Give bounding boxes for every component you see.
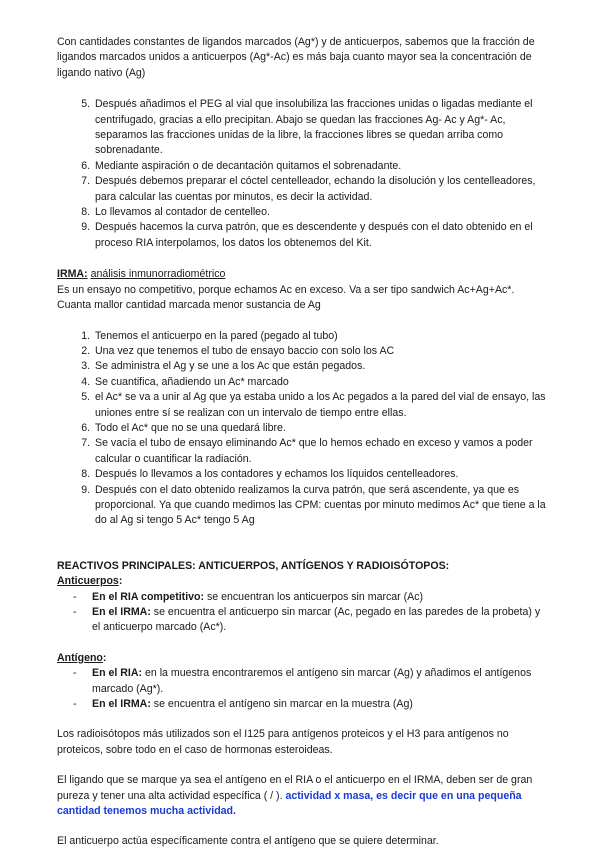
ligando-highlight: actividad x masa, es decir que en una pequeña cantidad tenemos mucha actividad.	[57, 789, 522, 818]
item-text: en la muestra encontraremos el antígeno sin marcar (Ag) y añadimos el antígenos marcado (Ag*).	[92, 667, 532, 695]
ligando-text: El ligando que se marque ya sea el antígeno en el RIA o el anticuerpo en el IRMA, deben ser de gran pureza y tener una alta actividad específica ( / ).	[57, 774, 533, 802]
anticuerpo-final-paragraph: El anticuerpo actúa específicamente contra el antígeno que se quiere determinar.	[57, 835, 439, 848]
anticuerpos-list	[57, 590, 547, 636]
intro-paragraph: Con cantidades constantes de ligandos marcados (Ag*) y de anticuerpos, sabemos que la fracción de ligandos marcados unidos a anticuerpos (Ag*-Ac) es más baja cuanto mayor sea la concentración de ligando nativo (Ag)	[57, 36, 535, 79]
ria-step: 5. Después añadimos el PEG al vial que insolubiliza las fracciones unidas o ligadas mediante el centrifugado, gracias a ello precipitan. Abajo se quedan las fracciones Ag- Ac y Ag*- Ac, separamos las fracciones unidas de la libre, la fracciones libres se quedan arriba como sobrenadante.	[93, 97, 547, 159]
anticuerpos-colon: :	[118, 575, 123, 588]
irma-step: 1. Tenemos el anticuerpo en la pared (pegado al tubo)	[93, 329, 547, 344]
anticuerpos-item	[73, 590, 547, 605]
irma-step: 2. Una vez que tenemos el tubo de ensayo baccio con solo los AC	[93, 344, 547, 359]
item-label: En el IRMA:	[92, 698, 151, 711]
item-label: En el RIA:	[92, 667, 143, 680]
anticuerpos-item	[73, 605, 547, 636]
ligando-paragraph	[57, 773, 547, 819]
ria-step: 9. Después hacemos la curva patrón, que es descendente y después con el dato obtenido en el proceso RIA interpolamos, los datos los obtenemos del Kit.	[93, 220, 547, 251]
irma-step: 9. Después con el dato obtenido realizamos la curva patrón, que será ascendente, ya que es proporcional. Ya que cuando medimos las CPM: cuentas por minuto medimos Ac* que tiene a la do al Ag si tengo 5 Ac* tengo 5 Ag	[93, 483, 547, 529]
irma-step: 8. Después lo llevamos a los contadores y echamos los líquidos centelleadores.	[93, 467, 547, 482]
antigeno-item	[73, 697, 547, 712]
ria-step: 6. Mediante aspiración o de decantación quitamos el sobrenadante.	[93, 159, 547, 174]
irma-step: 4. Se cuantifica, añadiendo un Ac* marcado	[93, 375, 547, 390]
anticuerpos-label: Anticuerpos	[57, 575, 119, 588]
antigeno-list	[57, 666, 547, 712]
ria-step: 7. Después debemos preparar el cóctel centelleador, echando la disolución y los centelleadores, para calcular las cuentas por minutos, es decir la actividad.	[93, 174, 547, 205]
item-text: se encuentra el antígeno sin marcar en la muestra (Ag)	[150, 698, 413, 711]
irma-step: 6. Todo el Ac* que no se una quedará libre.	[93, 421, 547, 436]
document-page	[57, 35, 547, 850]
item-text: se encuentra el anticuerpo sin marcar (Ac, pegado en las paredes de la probeta) y el anticuerpo marcado (Ac*).	[92, 606, 541, 634]
irma-description: Es un ensayo no competitivo, porque echamos Ac en exceso. Va a ser tipo sandwich Ac+Ag+Ac*.	[57, 283, 515, 296]
item-text: se encuentran los anticuerpos sin marcar (Ac)	[204, 590, 424, 603]
antigeno-label: Antígeno	[57, 651, 103, 664]
irma-heading	[57, 267, 547, 282]
irma-step: 3. Se administra el Ag y se une a los Ac que están pegados.	[93, 359, 547, 374]
irma-steps-list	[57, 329, 547, 529]
ria-step: 8. Lo llevamos al contador de centelleo.	[93, 205, 547, 220]
irma-label: IRMA:	[57, 268, 88, 281]
irma-step: 7. Se vacía el tubo de ensayo eliminando Ac* que lo hemos echado en exceso y vamos a poder calcular o cuantificar la radiación.	[93, 436, 547, 467]
irma-description-2: Cuanta mallor cantidad marcada menor sustancia de Ag	[57, 299, 321, 312]
item-label: En el IRMA:	[92, 606, 151, 618]
item-label: En el RIA competitivo:	[92, 590, 205, 603]
radioisotopos-paragraph: Los radioisótopos más utilizados son el I125 para antígenos proteicos y el H3 para antígenos no proteicos, sobre todo en el caso de hormonas esteroideas.	[57, 728, 509, 756]
antigeno-heading	[57, 651, 547, 666]
antigeno-colon: :	[102, 651, 107, 664]
anticuerpos-heading	[57, 574, 547, 589]
ria-steps-list	[57, 97, 547, 251]
irma-sublabel: análisis inmunorradiométrico	[90, 268, 226, 281]
antigeno-item	[73, 666, 547, 697]
irma-step: 5. el Ac* se va a unir al Ag que ya estaba unido a los Ac pegados a la pared del vial de ensayo, las uniones entre sí se realizan con un intervalo de tiempo entre ellas.	[93, 390, 547, 421]
reactivos-title: REACTIVOS PRINCIPALES: ANTICUERPOS, ANTÍGENOS Y RADIOISÓTOPOS:	[57, 559, 450, 572]
